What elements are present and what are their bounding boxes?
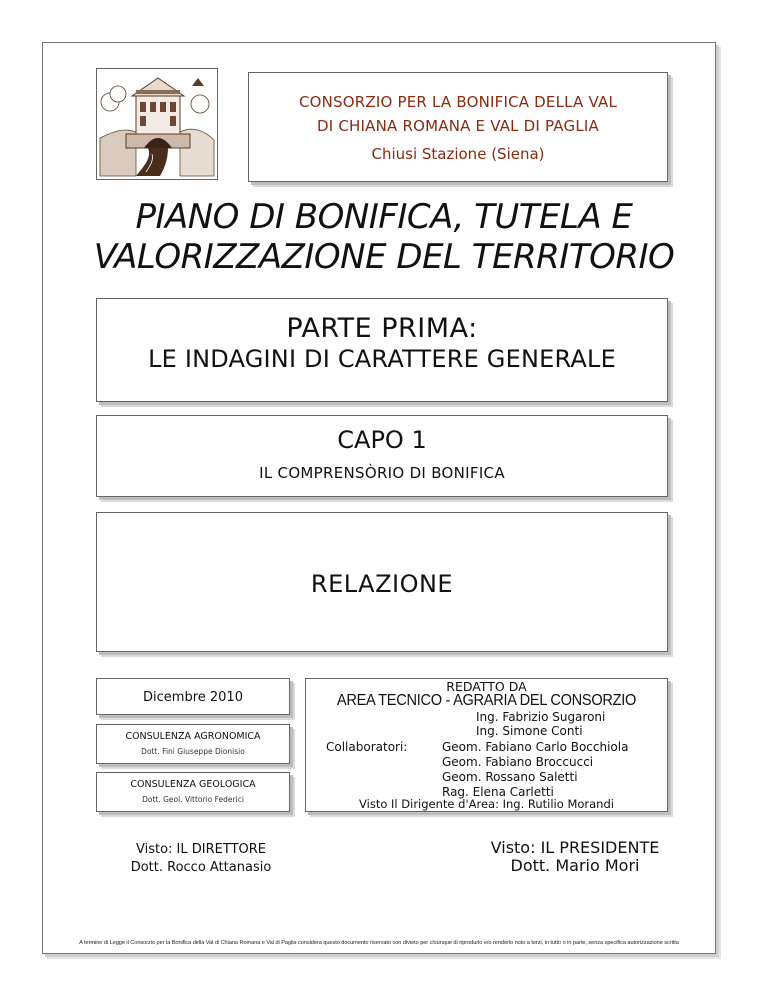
engineer-name: Ing. Simone Conti xyxy=(476,724,583,738)
collaboratore-name: Geom. Rossano Saletti xyxy=(442,770,578,784)
visto-direttore-label: Visto: IL DIRETTORE xyxy=(136,842,266,857)
engineer-name: Ing. Fabrizio Sugaroni xyxy=(476,710,606,724)
document-title-line1: PIANO DI BONIFICA, TUTELA E xyxy=(135,197,633,237)
relazione-box xyxy=(96,512,668,652)
collaboratore-name: Geom. Fabiano Broccucci xyxy=(442,755,594,769)
redatto-box xyxy=(305,678,668,812)
capo-heading: CAPO 1 xyxy=(337,426,427,454)
parte-subheading: LE INDAGINI DI CARATTERE GENERALE xyxy=(148,345,616,373)
consortium-logo-icon xyxy=(96,68,218,180)
redatto-area: AREA TECNICO - AGRARIA DEL CONSORZIO xyxy=(336,692,637,709)
relazione-label: RELAZIONE xyxy=(310,570,454,598)
consortium-header xyxy=(248,72,668,182)
visto-presidente-name: Dott. Mario Mori xyxy=(510,856,640,875)
document-date: Dicembre 2010 xyxy=(143,690,243,705)
visto-direttore-name: Dott. Rocco Attanasio xyxy=(130,860,272,875)
consortium-name-line1: CONSORZIO PER LA BONIFICA DELLA VAL xyxy=(298,93,618,111)
parte-section-box xyxy=(96,298,668,402)
capo-section-box xyxy=(96,415,668,497)
consulenza-agronomica-name: Dott. Fini Giuseppe Dionisio xyxy=(141,747,245,756)
consulenza-geologica-title: CONSULENZA GEOLOGICA xyxy=(130,779,256,790)
collaboratore-name: Geom. Fabiano Carlo Bocchiola xyxy=(442,740,629,754)
parte-heading: PARTE PRIMA: xyxy=(286,313,478,344)
visto-dirigente: Visto Il Dirigente d'Area: Ing. Rutilio Morandi xyxy=(359,797,614,811)
collaboratore-name: Rag. Elena Carletti xyxy=(442,785,554,799)
consortium-name-line2: DI CHIANA ROMANA E VAL DI PAGLIA xyxy=(317,117,599,135)
consulenza-agronomica-box xyxy=(96,724,290,764)
consulenza-agronomica-title: CONSULENZA AGRONOMICA xyxy=(125,731,261,742)
consulenza-geologica-name: Dott. Geol. Vittorio Federici xyxy=(142,795,244,804)
redatto-label: REDATTO DA xyxy=(446,679,527,694)
document-title-line2: VALORIZZAZIONE DEL TERRITORIO xyxy=(93,237,675,277)
consulenza-geologica-box xyxy=(96,772,290,812)
legal-footer-note: A termine di Legge il Consorzio per la Bonifica della Val di Chiana Romana e Val di Paglia considera questo documento riservato con divieto per chiunque di riprodurlo e/o renderlo noto a terzi, in tutto o in parte, senza specifica autorizzazione scritta xyxy=(79,940,679,946)
collaboratori-label: Collaboratori: xyxy=(326,740,408,754)
date-box xyxy=(96,678,290,715)
consortium-location: Chiusi Stazione (Siena) xyxy=(371,145,545,163)
capo-subheading: IL COMPRENSÒRIO DI BONIFICA xyxy=(259,464,505,482)
visto-presidente-label: Visto: IL PRESIDENTE xyxy=(490,838,660,857)
